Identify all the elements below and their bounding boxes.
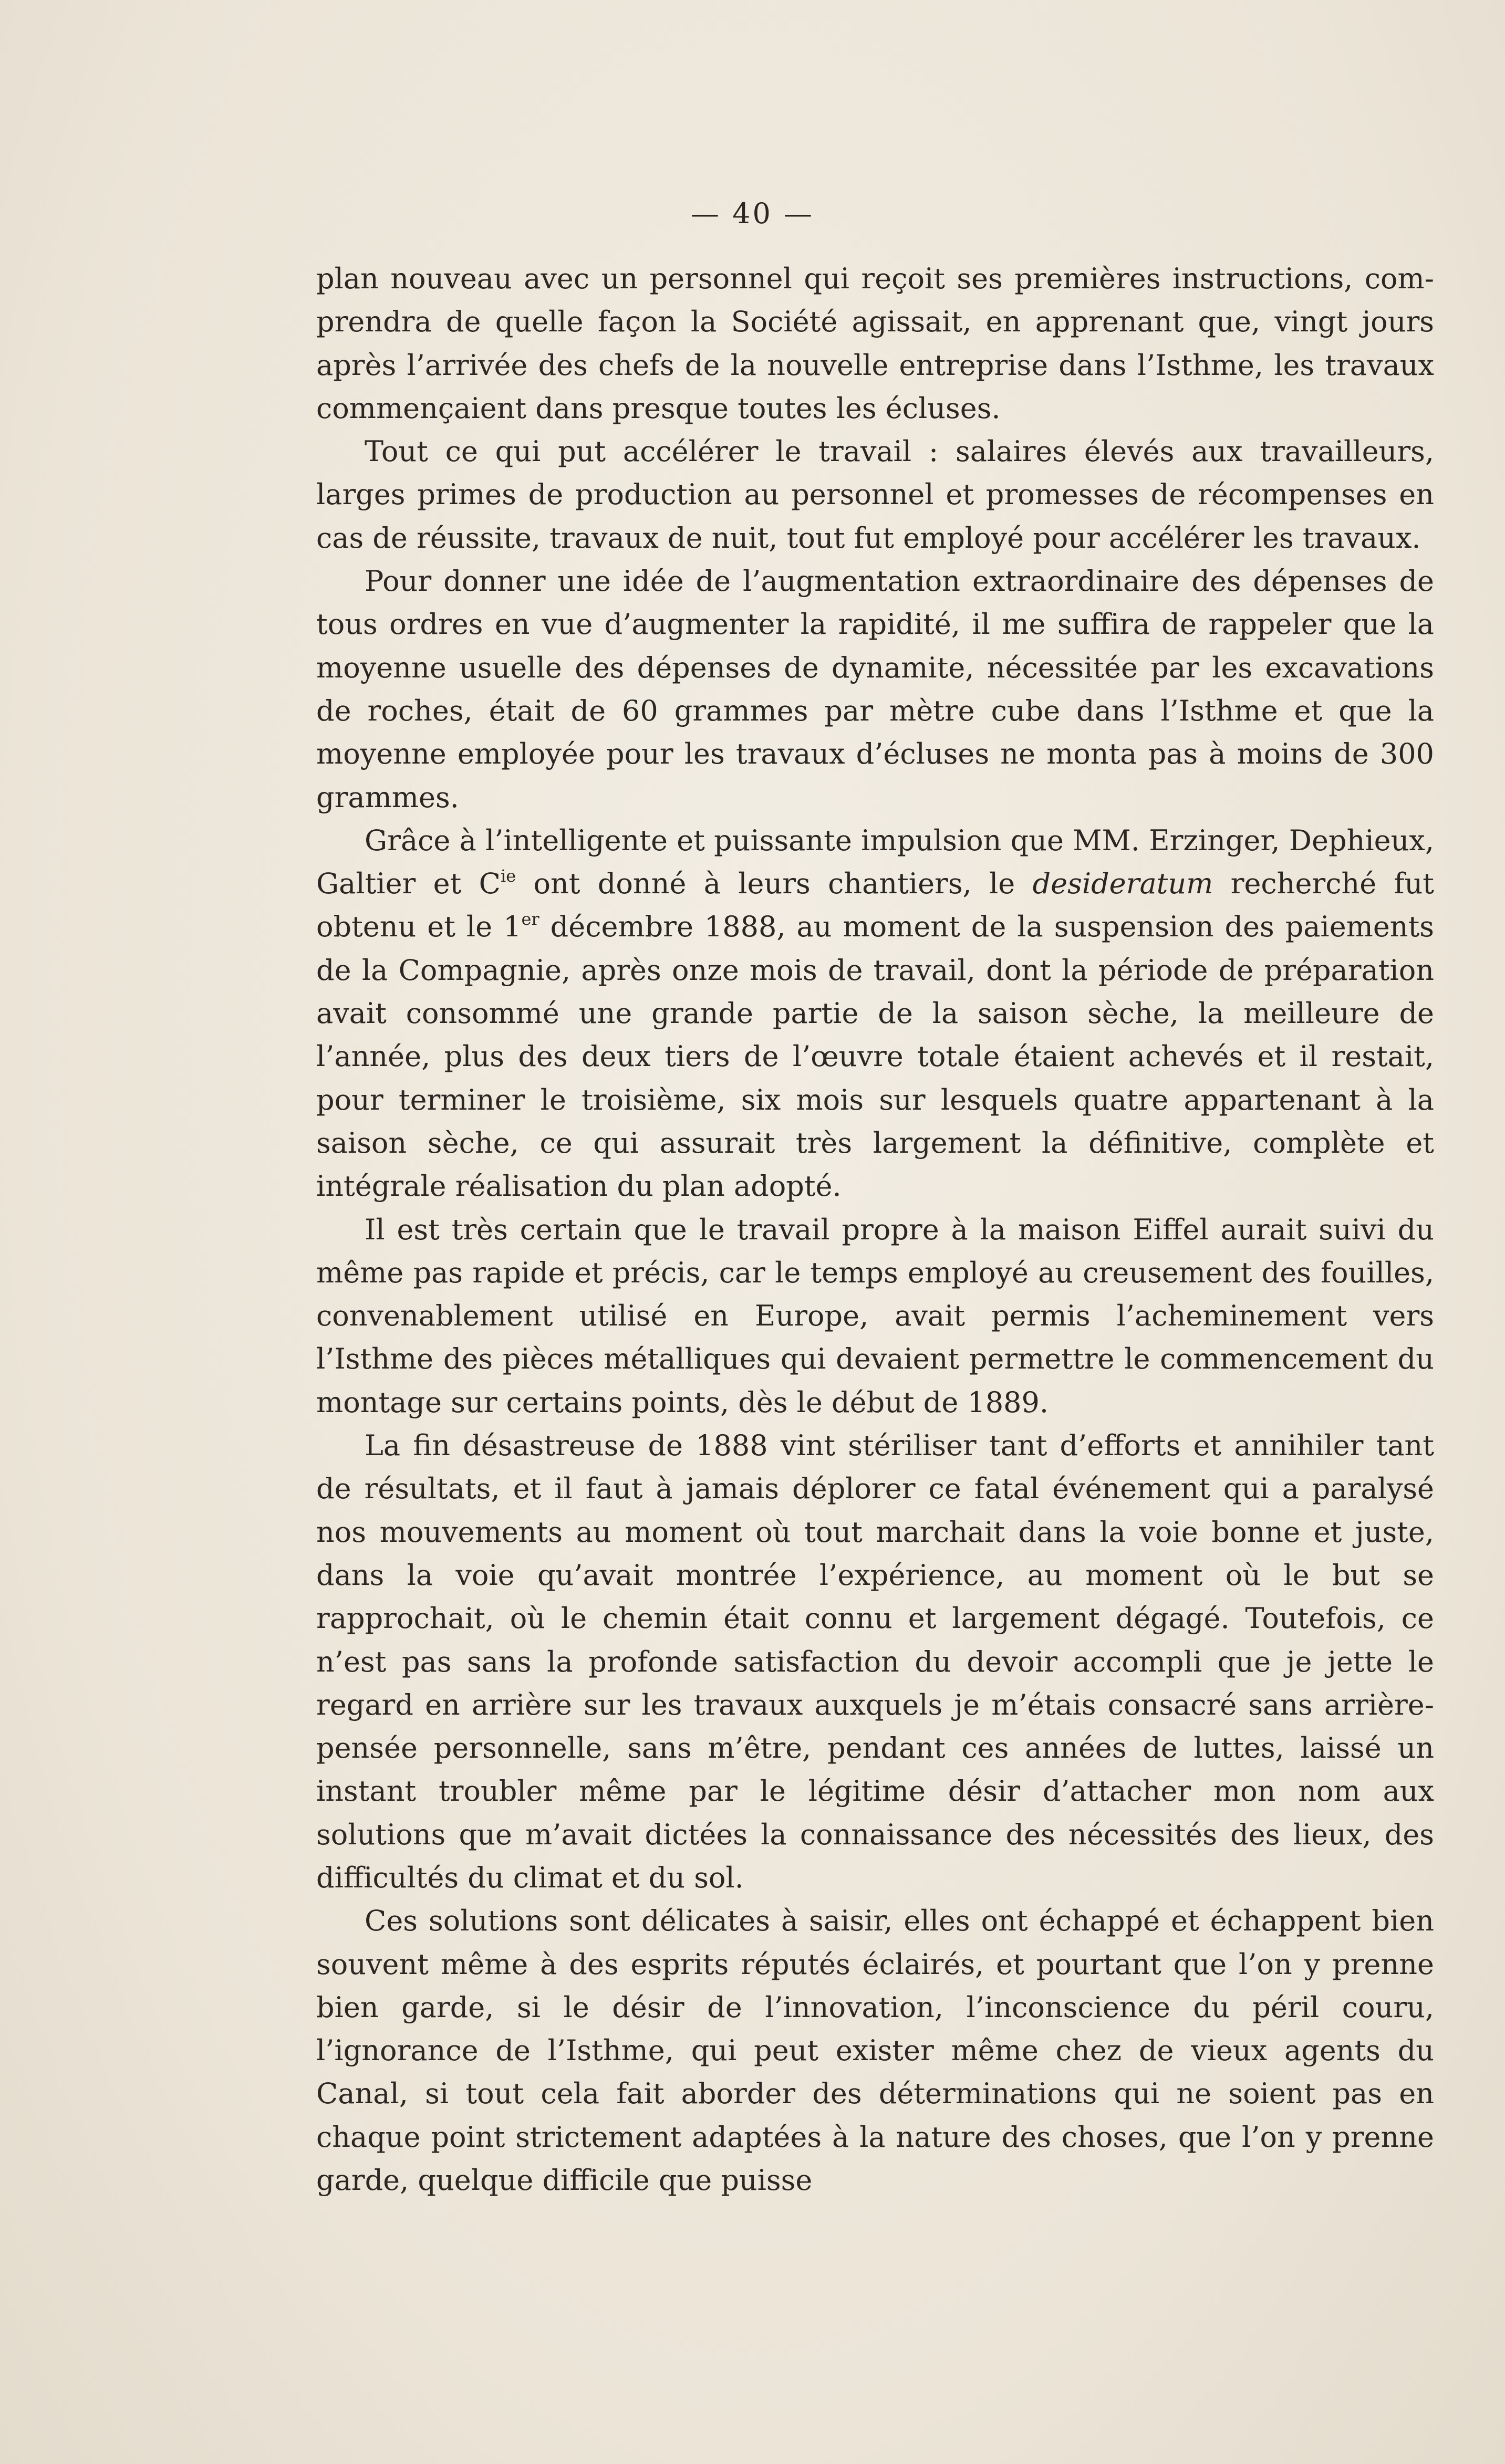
superscript: ie (500, 866, 516, 886)
paragraph: Pour donner une idée de l’augmentation extraordinaire des dépenses de tous ordres en vue d’augmenter la rapidité, il me suffira de rappeler que la moyenne usuelle des dépenses de dynamite, nécessitée par les excavations de roches, était de 60 grammes par mètre cube dans l’Isthme et que la moyenne employée pour les travaux d’écluses ne monta pas à moins de 300 grammes. (316, 565, 1434, 814)
paragraph: plan nouveau avec un personnel qui reçoit ses premières instructions, comprendra de quelle façon la Société agissait, en apprenant que, vingt jours après l’arrivée des chefs de la nouvelle entreprise dans l’Isthme, les travaux commençaient dans presque toutes les écluses. (316, 262, 1434, 425)
text-run: Grâce à l’intelligente et puissante impulsion que MM. Erzinger, Dephieux, Galtier et C (316, 823, 1434, 901)
paragraph (316, 819, 1434, 1208)
text-run: ont donné à leurs chantiers, le (516, 867, 1033, 901)
paragraph: Il est très certain que le travail propre à la maison Eiffel aurait suivi du même pas rapide et précis, car le temps employé au creusement des fouilles, convenablement utilisé en Europe, avait permis l’acheminement vers l’Isthme des pièces métalliques qui devaient permettre le commencement du montage sur certains points, dès le début de 1889. (316, 1213, 1434, 1419)
superscript: er (521, 909, 539, 930)
paragraph: Ces solutions sont délicates à saisir, elles ont échappé et échappent bien souvent même à des esprits réputés éclairés, et pourtant que l’on y prenne bien garde, si le désir de l’innovation, l’inconscience du péril couru, l’ignorance de l’Isthme, qui peut exister même chez de vieux agents du Canal, si tout cela fait aborder des déterminations qui ne soient pas en chaque point strictement adaptées à la nature des choses, que l’on y prenne garde, quelque difficile que puisse (316, 1904, 1434, 2197)
text-run: décembre 1888, au moment de la suspension des paiements de la Compagnie, après onze mois de travail, dont la période de préparation avait consommé une grande partie de la saison sèche, la meilleure de l’année, plus des deux tiers de l’œuvre totale étaient achevés et il restait, pour terminer le troisième, six mois sur lesquels quatre appartenant à la saison sèche, ce qui assurait très largement la définitive, complète et intégrale réalisation du plan adopté. (316, 910, 1434, 1203)
paragraph: Tout ce qui put accélérer le travail : salaires élevés aux travailleurs, larges primes de production au personnel et promesses de récompenses en cas de réussite, travaux de nuit, tout fut employé pour accélérer les travaux. (316, 435, 1434, 555)
paragraph: La fin désastreuse de 1888 vint stériliser tant d’efforts et annihiler tant de résultats, et il faut à jamais déplorer ce fatal événement qui a paralysé nos mouvements au moment où tout marchait dans la voie bonne et juste, dans la voie qu’avait montrée l’expérience, au moment où le but se rapprochait, où le chemin était connu et largement dégagé. Toutefois, ce n’est pas sans la profonde satisfaction du devoir accompli que je jette le regard en arrière sur les travaux auxquels je m’étais consacré sans arrière-pensée personnelle, sans m’être, pendant ces années de luttes, laissé un instant troubler même par le légitime désir d’attacher mon nom aux solutions que m’avait dictées la connaissance des nécessités des lieux, des difficultés du climat et du sol. (316, 1429, 1434, 1894)
body-text (316, 257, 1434, 2202)
page-number: — 40 — (690, 197, 815, 230)
italic-term: desideratum (1032, 867, 1213, 901)
text-run: recherché fut obtenu et le 1 (316, 867, 1434, 944)
